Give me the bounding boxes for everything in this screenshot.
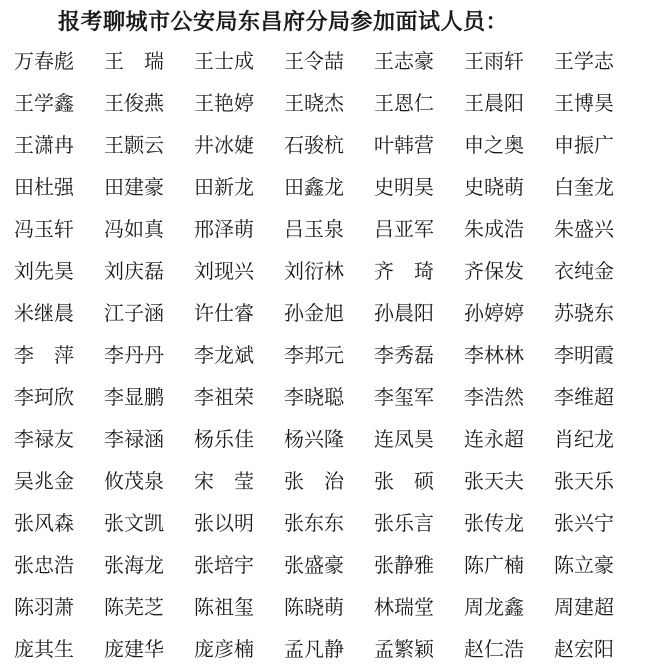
candidate-name: 张东东: [284, 511, 344, 535]
candidate-name: 吕玉泉: [284, 217, 344, 241]
candidate-name: 张乐言: [374, 511, 434, 535]
candidate-name: 齐 琦: [374, 259, 434, 283]
candidate-name: 王艳婷: [194, 91, 254, 115]
candidate-name: 杨兴隆: [284, 427, 344, 451]
candidate-name: 陈芜芝: [104, 595, 164, 619]
candidate-name: 张 治: [284, 469, 344, 493]
candidate-name: 庞其生: [14, 637, 74, 661]
candidate-name: 张忠浩: [14, 553, 74, 577]
candidate-name: 庞建华: [104, 637, 164, 661]
candidate-name: 李龙斌: [194, 343, 254, 367]
candidate-name: 王晨阳: [464, 91, 524, 115]
candidate-name: 吕亚军: [374, 217, 434, 241]
candidate-name: 孙晨阳: [374, 301, 434, 325]
candidate-name: 李浩然: [464, 385, 524, 409]
candidate-name: 王 瑞: [104, 49, 164, 73]
candidate-name: 朱成浩: [464, 217, 524, 241]
candidate-name: 李显鹏: [104, 385, 164, 409]
candidate-name: 王令喆: [284, 49, 344, 73]
candidate-name: 张风森: [14, 511, 74, 535]
names-grid: [14, 40, 654, 670]
candidate-name: 王士成: [194, 49, 254, 73]
candidate-name: 刘庆磊: [104, 259, 164, 283]
candidate-name: 江子涵: [104, 301, 164, 325]
candidate-name: 孟凡静: [284, 637, 344, 661]
candidate-name: 王颢云: [104, 133, 164, 157]
candidate-name: 宋 莹: [194, 469, 254, 493]
candidate-name: 王恩仁: [374, 91, 434, 115]
candidate-name: 李维超: [554, 385, 614, 409]
candidate-name: 刘现兴: [194, 259, 254, 283]
candidate-name: 申之奥: [464, 133, 524, 157]
candidate-name: 王博昊: [554, 91, 614, 115]
candidate-name: 孟繁颖: [374, 637, 434, 661]
candidate-name: 张以明: [194, 511, 254, 535]
candidate-name: 邢泽萌: [194, 217, 254, 241]
candidate-name: 万春彪: [14, 49, 74, 73]
candidate-name: 苏骁东: [554, 301, 614, 325]
candidate-name: 衣纯金: [554, 259, 614, 283]
candidate-name: 王学鑫: [14, 91, 74, 115]
candidate-name: 许仕睿: [194, 301, 254, 325]
page-title: 报考聊城市公安局东昌府分局参加面试人员：: [58, 10, 509, 35]
candidate-name: 李玺军: [374, 385, 434, 409]
candidate-name: 王学志: [554, 49, 614, 73]
candidate-name: 赵宏阳: [554, 637, 614, 661]
candidate-name: 王晓杰: [284, 91, 344, 115]
candidate-name: 陈祖玺: [194, 595, 254, 619]
candidate-name: 肖纪龙: [554, 427, 614, 451]
candidate-name: 攸茂泉: [104, 469, 164, 493]
candidate-name: 王志豪: [374, 49, 434, 73]
candidate-name: 李 萍: [14, 343, 74, 367]
candidate-name: 周龙鑫: [464, 595, 524, 619]
candidate-name: 李秀磊: [374, 343, 434, 367]
candidate-name: 史晓萌: [464, 175, 524, 199]
candidate-name: 张静雅: [374, 553, 434, 577]
candidate-name: 李丹丹: [104, 343, 164, 367]
candidate-name: 申振广: [554, 133, 614, 157]
candidate-name: 吴兆金: [14, 469, 74, 493]
candidate-name: 米继晨: [14, 301, 74, 325]
candidate-name: 孙金旭: [284, 301, 344, 325]
candidate-name: 刘先昊: [14, 259, 74, 283]
candidate-name: 李禄涵: [104, 427, 164, 451]
candidate-name: 张文凯: [104, 511, 164, 535]
candidate-name: 李林林: [464, 343, 524, 367]
candidate-name: 张传龙: [464, 511, 524, 535]
candidate-name: 陈羽萧: [14, 595, 74, 619]
candidate-name: 冯如真: [104, 217, 164, 241]
candidate-name: 庞彦楠: [194, 637, 254, 661]
candidate-name: 史明昊: [374, 175, 434, 199]
candidate-name: 朱盛兴: [554, 217, 614, 241]
candidate-name: 王雨轩: [464, 49, 524, 73]
candidate-name: 陈立豪: [554, 553, 614, 577]
candidate-name: 陈晓萌: [284, 595, 344, 619]
candidate-name: 田鑫龙: [284, 175, 344, 199]
candidate-name: 周建超: [554, 595, 614, 619]
candidate-name: 张盛豪: [284, 553, 344, 577]
candidate-name: 齐保发: [464, 259, 524, 283]
candidate-name: 陈广楠: [464, 553, 524, 577]
candidate-name: 王潇冉: [14, 133, 74, 157]
candidate-name: 张天乐: [554, 469, 614, 493]
candidate-name: 张海龙: [104, 553, 164, 577]
candidate-name: 石骏杭: [284, 133, 344, 157]
candidate-name: 冯玉轩: [14, 217, 74, 241]
candidate-name: 李禄友: [14, 427, 74, 451]
candidate-name: 张天夫: [464, 469, 524, 493]
candidate-name: 王俊燕: [104, 91, 164, 115]
candidate-name: 李明霞: [554, 343, 614, 367]
candidate-name: 杨乐佳: [194, 427, 254, 451]
candidate-name: 孙婷婷: [464, 301, 524, 325]
candidate-name: 张 硕: [374, 469, 434, 493]
candidate-name: 连凤昊: [374, 427, 434, 451]
candidate-name: 李晓聪: [284, 385, 344, 409]
candidate-name: 田新龙: [194, 175, 254, 199]
candidate-name: 田建豪: [104, 175, 164, 199]
candidate-name: 白奎龙: [554, 175, 614, 199]
candidate-name: 刘衍林: [284, 259, 344, 283]
candidate-name: 赵仁浩: [464, 637, 524, 661]
candidate-name: 李邦元: [284, 343, 344, 367]
candidate-name: 张兴宁: [554, 511, 614, 535]
candidate-name: 张培宇: [194, 553, 254, 577]
candidate-name: 田杜强: [14, 175, 74, 199]
candidate-name: 连永超: [464, 427, 524, 451]
candidate-name: 李祖荣: [194, 385, 254, 409]
candidate-name: 林瑞堂: [374, 595, 434, 619]
candidate-name: 叶韩营: [374, 133, 434, 157]
candidate-name: 井冰婕: [194, 133, 254, 157]
candidate-name: 李珂欣: [14, 385, 74, 409]
